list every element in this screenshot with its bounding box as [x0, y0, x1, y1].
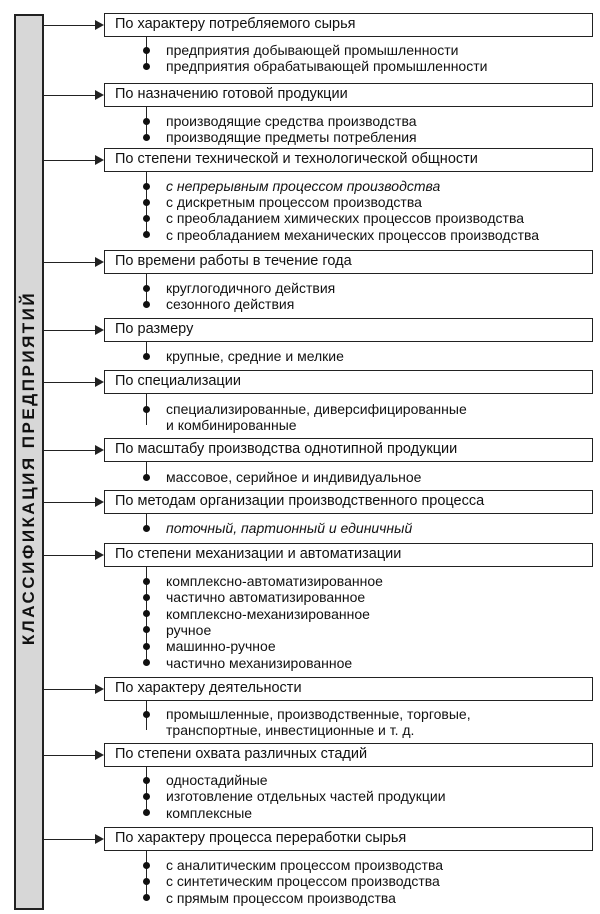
- connector-line: [44, 689, 98, 690]
- bullet-icon: [143, 63, 150, 70]
- bullet-icon: [143, 353, 150, 360]
- arrow-icon: [95, 550, 104, 560]
- list-item: специализированные, диверсифицированные: [166, 401, 467, 417]
- arrow-icon: [95, 684, 104, 694]
- bracket-line: [146, 767, 147, 813]
- bullet-icon: [143, 525, 150, 532]
- list-item: ручное: [166, 621, 212, 638]
- bullet-icon: [143, 809, 150, 816]
- category-box: По характеру потребляемого сырья: [104, 13, 593, 37]
- list-item: с преобладанием механических процессов производства: [166, 226, 540, 243]
- list-item: промышленные, производственные, торговые,: [166, 706, 471, 722]
- connector-line: [44, 755, 98, 756]
- bullet-icon: [143, 643, 150, 650]
- bullet-icon: [143, 894, 150, 901]
- category-box: По назначению готовой продукции: [104, 83, 593, 107]
- list-item: машинно-ручное: [166, 638, 276, 655]
- list-item: изготовление отдельных частей продукции: [166, 788, 446, 805]
- list-item: круглогодичного действия: [166, 280, 336, 296]
- connector-line: [44, 25, 98, 26]
- arrow-icon: [95, 20, 104, 30]
- arrow-icon: [95, 834, 104, 844]
- bullet-icon: [143, 610, 150, 617]
- category-box: По характеру деятельности: [104, 677, 593, 701]
- category-box: По степени механизации и автоматизации: [104, 543, 593, 567]
- arrow-icon: [95, 155, 104, 165]
- list-item: производящие средства производства: [166, 113, 417, 129]
- list-item: с синтетическим процессом производства: [166, 873, 440, 890]
- list-item: и комбинированные: [166, 417, 297, 434]
- list-item: транспортные, инвестиционные и т. д.: [166, 722, 415, 739]
- bullet-icon: [143, 793, 150, 800]
- bullet-icon: [143, 711, 150, 718]
- bullet-icon: [143, 285, 150, 292]
- category-box: По степени технической и технологической общности: [104, 148, 593, 172]
- bullet-icon: [143, 474, 150, 481]
- arrow-icon: [95, 750, 104, 760]
- bullet-icon: [143, 301, 150, 308]
- bullet-icon: [143, 878, 150, 885]
- list-item: с аналитическим процессом производства: [166, 857, 444, 873]
- bullet-icon: [143, 47, 150, 54]
- list-item: комплексно-автоматизированное: [166, 573, 383, 589]
- category-box: По масштабу производства однотипной продукции: [104, 438, 593, 462]
- list-item: предприятия добывающей промышленности: [166, 42, 459, 58]
- connector-line: [44, 555, 98, 556]
- category-box: По времени работы в течение года: [104, 250, 593, 274]
- bullet-icon: [143, 134, 150, 141]
- arrow-icon: [95, 325, 104, 335]
- connector-line: [44, 330, 98, 331]
- bullet-icon: [143, 777, 150, 784]
- bullet-icon: [143, 862, 150, 869]
- connector-line: [44, 502, 98, 503]
- category-box: По размеру: [104, 318, 593, 342]
- list-item: поточный, партионный и единичный: [166, 520, 413, 536]
- bullet-icon: [143, 215, 150, 222]
- list-item: предприятия обрабатывающей промышленности: [166, 58, 488, 75]
- list-item: частично автоматизированное: [166, 589, 366, 606]
- connector-line: [44, 450, 98, 451]
- list-item: с преобладанием химических процессов производства: [166, 210, 525, 227]
- list-item: производящие предметы потребления: [166, 129, 417, 146]
- arrow-icon: [95, 257, 104, 267]
- category-box: По степени охвата различных стадий: [104, 743, 593, 767]
- list-item: массовое, серийное и индивидуальное: [166, 469, 422, 485]
- list-item: комплексно-механизированное: [166, 605, 370, 622]
- list-item: крупные, средние и мелкие: [166, 348, 344, 364]
- connector-line: [44, 262, 98, 263]
- category-box: По специализации: [104, 370, 593, 394]
- bullet-icon: [143, 594, 150, 601]
- bullet-icon: [143, 199, 150, 206]
- diagram-title: КЛАССИФИКАЦИЯ ПРЕДПРИЯТИЙ: [19, 290, 38, 646]
- bullet-icon: [143, 118, 150, 125]
- bullet-icon: [143, 406, 150, 413]
- bullet-icon: [143, 231, 150, 238]
- arrow-icon: [95, 497, 104, 507]
- bullet-icon: [143, 578, 150, 585]
- list-item: с прямым процессом производства: [166, 889, 396, 906]
- connector-line: [44, 160, 98, 161]
- category-box: По методам организации производственного процесса: [104, 490, 593, 514]
- connector-line: [44, 382, 98, 383]
- list-item: сезонного действия: [166, 296, 295, 313]
- list-item: с дискретным процессом производства: [166, 194, 422, 210]
- list-item: с непрерывным процессом производства: [166, 178, 441, 194]
- category-box: По характеру процесса переработки сырья: [104, 827, 593, 851]
- arrow-icon: [95, 445, 104, 455]
- bullet-icon: [143, 626, 150, 633]
- bullet-icon: [143, 183, 150, 190]
- list-item: частично механизированное: [166, 654, 353, 671]
- arrow-icon: [95, 90, 104, 100]
- list-item: одностадийные: [166, 772, 268, 788]
- arrow-icon: [95, 377, 104, 387]
- list-item: комплексные: [166, 804, 253, 821]
- bullet-icon: [143, 659, 150, 666]
- connector-line: [44, 839, 98, 840]
- connector-line: [44, 95, 98, 96]
- bracket-line: [146, 851, 147, 898]
